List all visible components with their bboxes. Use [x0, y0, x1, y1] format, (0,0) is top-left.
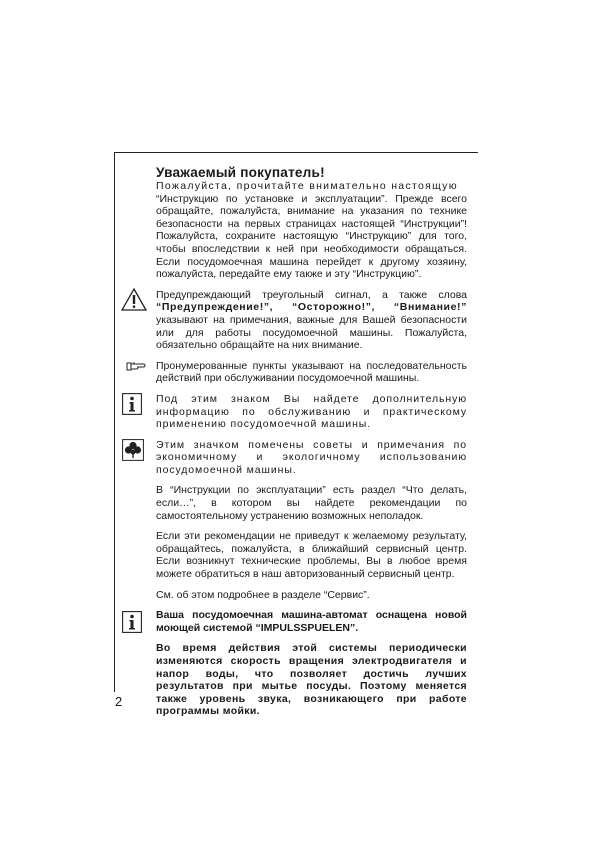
- info-section: [156, 393, 467, 431]
- margin-rule-vertical: [114, 152, 115, 692]
- numbered-text: Пронумерованные пункты указывают на последовательность действий при обслуживании посудомоечной машины.: [156, 359, 467, 385]
- eco-section: [156, 439, 467, 477]
- service-paragraph: Если эти рекомендации не приведут к желаемому результату, обращайтесь, пожалуйста, в ближайший сервисный центр. Если возникнут технические проблемы, Вы в любое время можете обратиться в наш авторизованный сервисный центр.: [156, 530, 467, 581]
- page-title: Уважаемый покупатель!: [156, 165, 325, 180]
- warning-text: Предупреждающий треугольный сигнал, а также слова “Предупреждение!”, “Осторожно!”, “Внимание!” указывают на примечания, важные для Вашей безопасности или для работы посудомоечной машины. Пожалуйста, обязательно обращайте на них внимание.: [156, 288, 467, 352]
- warning-section: [156, 289, 467, 352]
- numbered-section: [156, 360, 467, 385]
- pointing-hand-icon: [126, 360, 146, 372]
- intro-paragraph: [156, 180, 467, 281]
- warning-triangle-icon: [120, 287, 148, 313]
- info-icon: [122, 393, 142, 415]
- warning-keywords: “Предупреждение!”, “Осторожно!”, “Внимание!”: [156, 301, 467, 314]
- see-service-paragraph: См. об этом подробнее в разделе “Сервис”.: [156, 588, 370, 601]
- impuls-note: Во время действия этой системы периодически изменяются скорость вращения электродвигателя и напор воды, что позволяет достичь лучших результатов при мытье посуды. Поэтому меняется также уровень звука, возникающего при работе программы мойки.: [156, 642, 467, 718]
- clover-icon: [122, 439, 144, 461]
- info-text: Под этим знаком Вы найдете дополнительную информацию по обслуживанию и практическому применению посудомоечной машины.: [156, 392, 467, 431]
- impuls-text: Ваша посудомоечная машина-автомат оснащена новой моющей системой “IMPULSSPUELEN”.: [156, 609, 467, 634]
- troubleshoot-paragraph: В “Инструкции по эксплуатации” есть раздел “Что делать, если…”, в котором вы найдете рекомендации по самостоятельному устранению возможных неполадок.: [156, 484, 467, 522]
- intro-first-line: Пожалуйста, прочитайте внимательно настоящую: [156, 180, 458, 192]
- margin-rule-horizontal: [114, 152, 478, 153]
- intro-rest: “Инструкцию по установке и эксплуатации”. Прежде всего обращайте, пожалуйста, внимание на указания по технике безопасности на первых страницах настоящей “Инструкции”! Пожалуйста, сохраните настоящую “Инструкцию” для того, чтобы впоследствии к ней при необходимости обращаться. Если посудомоечная машина перейдет к другому хозяину, пожалуйста, передайте ему также и эту “Инструкцию”.: [156, 192, 467, 281]
- page-content: [156, 165, 467, 718]
- eco-text: Этим значком помечены советы и примечания по экономичному и экологичному использованию посудомоечной машины.: [156, 438, 467, 476]
- impuls-section: [156, 609, 467, 634]
- info-icon: [122, 611, 142, 633]
- page-number: 2: [115, 694, 123, 709]
